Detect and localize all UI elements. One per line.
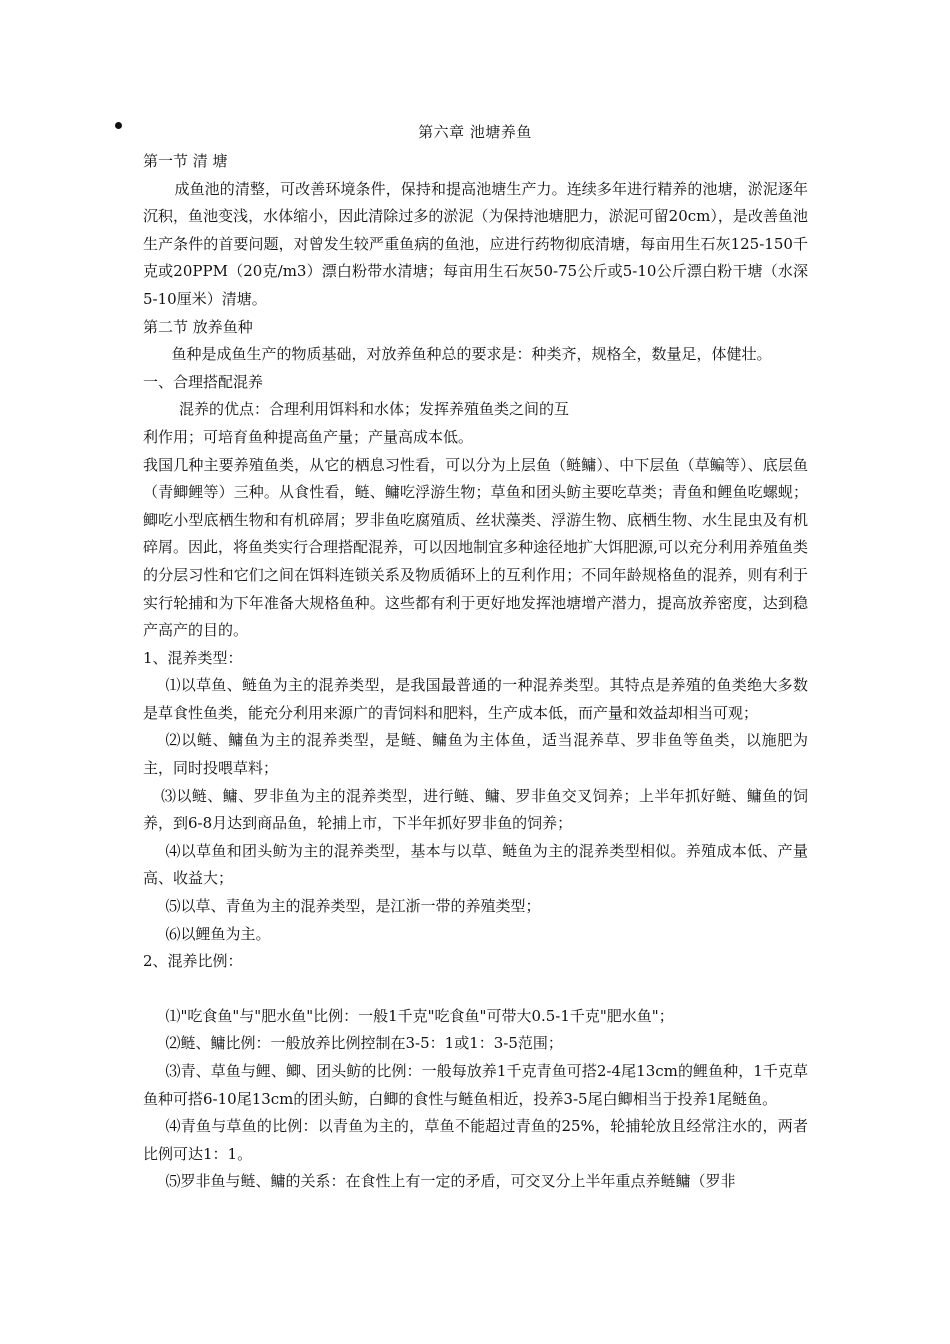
list-item-type-4: ⑷以草鱼和团头鲂为主的混养类型，基本与以草、鲢鱼为主的混养类型相似。养殖成本低、产量高、收益大； — [143, 841, 808, 888]
list-item-ratio-4: ⑷青鱼与草鱼的比例：以青鱼为主的，草鱼不能超过青鱼的25%，轮捕轮放且经常注水的，两者比例可达1：1。 — [143, 1117, 808, 1163]
list-item-type-3: ⑶以鲢、鳙、罗非鱼为主的混养类型，进行鲢、鳙、罗非鱼交叉饲养；上半年抓好鲢、鳙鱼的饲养，到6-8月达到商品鱼，轮捕上市，下半年抓好罗非鱼的饲养； — [143, 786, 808, 833]
item-heading-types: 1、混养类型： — [143, 648, 243, 667]
subsection-heading-1: 一、合理搭配混养 — [143, 372, 264, 391]
list-item-ratio-3: ⑶青、草鱼与鲤、鲫、团头鲂的比例：一般每放养1千克青鱼可搭2-4尾13cm的鲤鱼种，1千克草鱼种可搭6-10尾13cm的团头鲂，白鲫的食性与鲢鱼相近，投养3-5尾白鲫相当于投养1尾鲢鱼。 — [143, 1062, 808, 1108]
section-heading-1: 第一节 清 塘 — [143, 152, 228, 170]
paragraph-fingerlings: 鱼种是成鱼生产的物质基础，对放养鱼种总的要求是：种类齐，规格全，数量足，体健壮。 — [171, 345, 772, 364]
paragraph-fish-habits: 我国几种主要养殖鱼类，从它的栖息习性看，可以分为上层鱼（鲢鳙）、中下层鱼（草鳊等）、底层鱼（青鲫鲤等）三种。从食性看，鲢、鳙吃浮游生物；草鱼和团头鲂主要吃草类；青鱼和鲤鱼吃螺蚬；鲫吃小型底栖生物和有机碎屑；罗非鱼吃腐殖质、丝状藻类、浮游生物、底栖生物、水生昆虫及有机碎屑。因此，将鱼类实行合理搭配混养，可以因地制宜多种途径地扩大饵肥源,可以充分利用养殖鱼类的分层习性和它们之间在饵料连锁关系及物质循环上的互利作用；不同年龄规格鱼的混养，则有利于实行轮捕和为下年准备大规格鱼种。这些都有利于更好地发挥池塘增产潜力，提高放养密度，达到稳产高产的目的。 — [143, 455, 808, 640]
spacer — [143, 976, 808, 1003]
section-heading-2: 第二节 放养鱼种 — [143, 317, 253, 336]
chapter-title: 第六章 池塘养鱼 — [418, 123, 532, 141]
paragraph-pond-cleaning: 成鱼池的清整，可改善环境条件，保持和提高池塘生产力。连续多年进行精养的池塘，淤泥逐年沉积，鱼池变浅，水体缩小，因此清除过多的淤泥（为保持池塘肥力，淤泥可留20cm），是改善鱼池生产条件的首要问题，对曾发生较严重鱼病的鱼池，应进行药物彻底清塘，每亩用生石灰125-150千克或20PPM（20克/m3）漂白粉带水清塘；每亩用生石灰50-75公斤或5-10公斤漂白粉干塘（水深5-10厘米）清塘。 — [143, 179, 808, 308]
paragraph-polyculture-advantages: 混养的优点：合理利用饵料和水体；发挥养殖鱼类之间的互 — [179, 400, 570, 419]
list-item-type-2: ⑵以鲢、鳙鱼为主的混养类型，是鲢、鳙鱼为主体鱼，适当混养草、罗非鱼等鱼类，以施肥为主，同时投喂草料； — [143, 731, 808, 778]
item-heading-ratios: 2、混养比例： — [143, 952, 243, 971]
list-item-ratio-5: ⑸罗非鱼与鲢、鳙的关系：在食性上有一定的矛盾，可交叉分上半年重点养鲢鳙（罗非 — [165, 1172, 736, 1191]
list-item-ratio-1: ⑴"吃食鱼"与"肥水鱼"比例：一般1千克"吃食鱼"可带大0.5-1千克"肥水鱼"； — [165, 1006, 674, 1025]
list-item-type-1: ⑴以草鱼、鲢鱼为主的混养类型，是我国最普通的一种混养类型。其特点是养殖的鱼类绝大多数是草食性鱼类，能充分利用来源广的青饲料和肥料，生产成本低，而产量和效益却相当可观； — [143, 676, 808, 722]
list-item-ratio-2: ⑵鲢、鳙比例：一般放养比例控制在3-5：1或1：3-5范围； — [165, 1034, 563, 1053]
document-body — [143, 148, 808, 1196]
list-item-type-6: ⑹以鲤鱼为主。 — [165, 924, 271, 943]
list-item-type-5: ⑸以草、青鱼为主的混养类型，是江浙一带的养殖类型； — [165, 897, 541, 916]
paragraph-polyculture-advantages-cont: 利作用；可培育鱼种提高鱼产量；产量高成本低。 — [143, 427, 474, 446]
